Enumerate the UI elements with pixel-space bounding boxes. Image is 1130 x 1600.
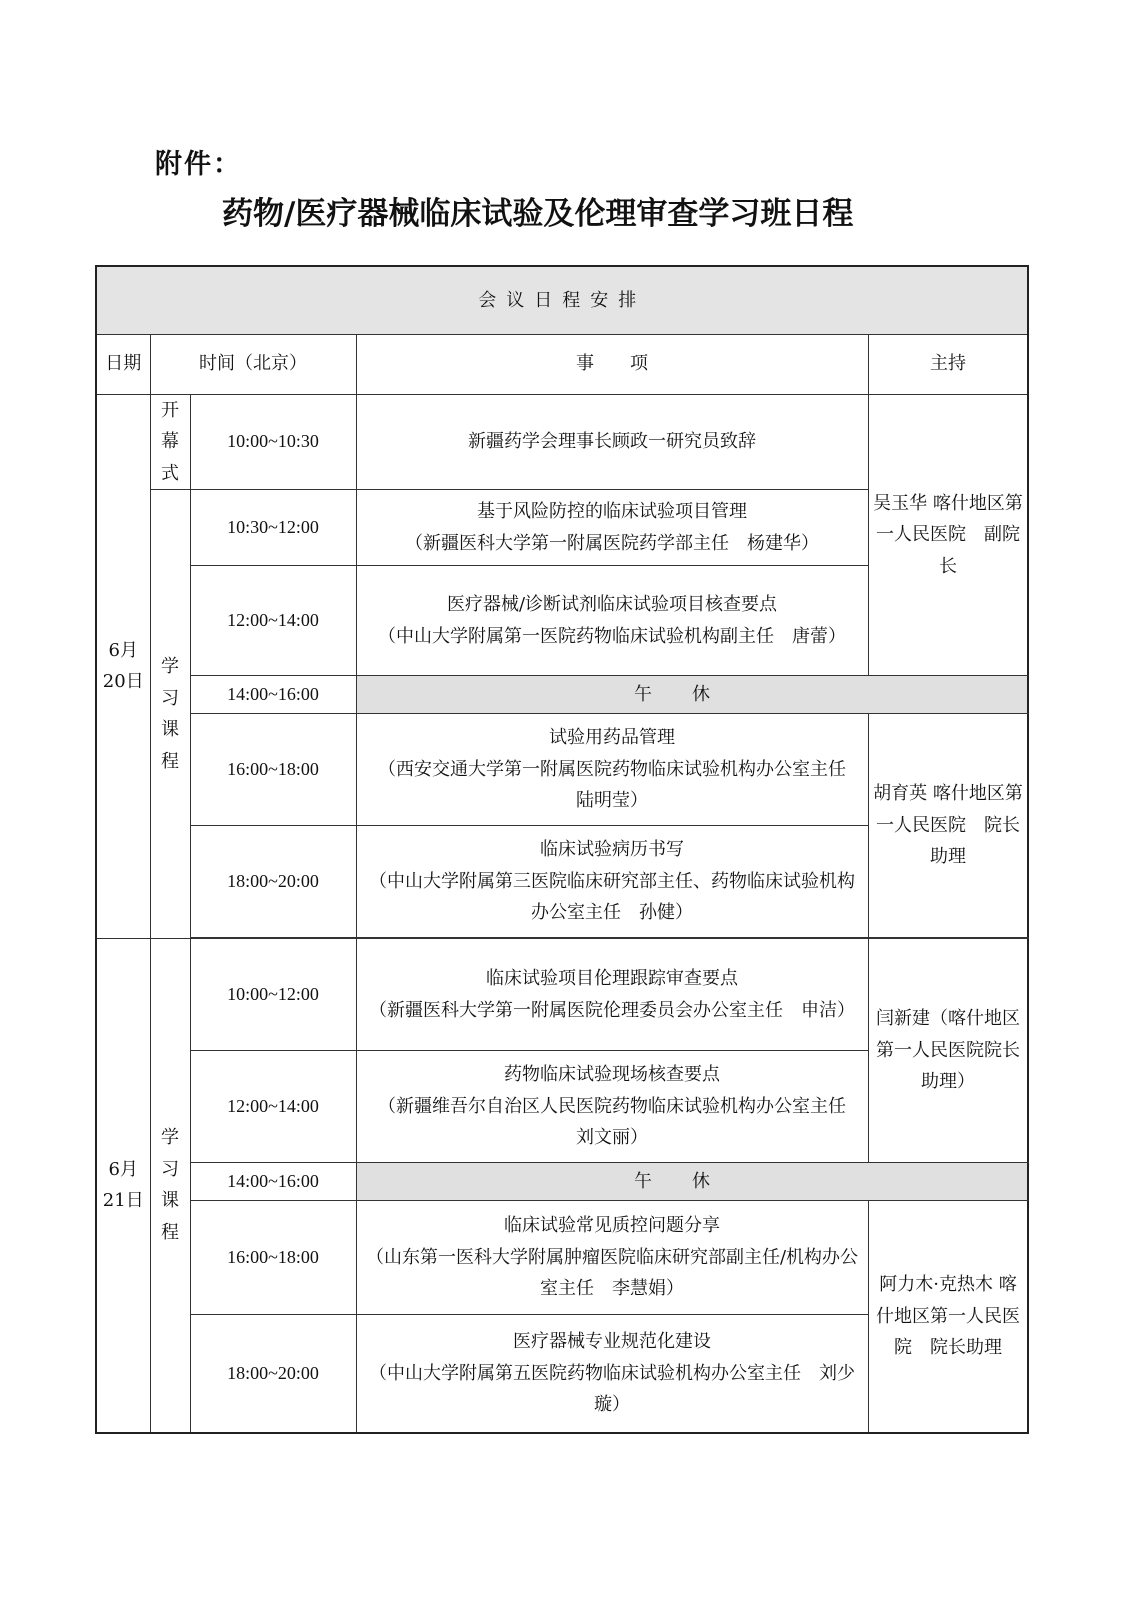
session-item <box>356 394 868 490</box>
table-row <box>96 1201 1028 1315</box>
session-item <box>356 826 868 938</box>
day1-host-afternoon: 胡育英 喀什地区第一人民医院 院长助理 <box>868 714 1028 938</box>
session-time: 10:00~10:30 <box>190 394 356 490</box>
session-speaker: （新疆维吾尔自治区人民医院药物临床试验机构办公室主任 刘文丽） <box>378 1095 864 1149</box>
table-row-break <box>96 1163 1028 1201</box>
header-item: 事 项 <box>356 334 868 394</box>
session-title: 医疗器械专业规范化建设 <box>513 1331 711 1352</box>
day2-host-morning: 闫新建（喀什地区第一人民医院院长助理） <box>868 939 1028 1163</box>
session-item <box>356 939 868 1051</box>
session-time: 12:00~14:00 <box>190 1051 356 1163</box>
session-item <box>356 490 868 566</box>
session-title: 医疗器械/诊断试剂临床试验项目核查要点 <box>446 594 778 615</box>
session-time: 14:00~16:00 <box>190 676 356 714</box>
day1-date: 6月20日 <box>96 394 150 939</box>
header-row <box>96 334 1028 394</box>
session-title: 新疆药学会理事长顾政一研究员致辞 <box>468 431 756 452</box>
table-row-break <box>96 676 1028 714</box>
day1-opening-label: 开幕式 <box>150 394 190 490</box>
session-title: 临床试验项目伦理跟踪审查要点 <box>486 968 738 989</box>
session-time: 14:00~16:00 <box>190 1163 356 1201</box>
day2-date: 6月21日 <box>96 939 150 1433</box>
header-time: 时间（北京） <box>150 334 356 394</box>
table-row <box>96 394 1028 490</box>
session-item <box>356 714 868 826</box>
session-time: 12:00~14:00 <box>190 566 356 676</box>
session-title: 临床试验病历书写 <box>540 839 684 861</box>
session-time: 16:00~18:00 <box>190 1201 356 1315</box>
schedule-banner: 会议日程安排 <box>96 266 1028 334</box>
table-row <box>96 714 1028 826</box>
lunch-break: 午休 <box>356 1163 1028 1201</box>
day2-host-afternoon: 阿力木·克热木 喀什地区第一人民医院 院长助理 <box>868 1201 1028 1433</box>
attachment-label: 附件： <box>155 149 242 180</box>
schedule-table <box>95 265 1029 1434</box>
day1-course-label: 学习课程 <box>150 490 190 939</box>
session-speaker: （山东第一医科大学附属肿瘤医院临床研究部副主任/机构办公室主任 李慧娟） <box>365 1246 859 1300</box>
session-time: 16:00~18:00 <box>190 714 356 826</box>
session-time: 10:00~12:00 <box>190 939 356 1051</box>
header-host: 主持 <box>868 334 1028 394</box>
table-row <box>96 939 1028 1051</box>
banner-row <box>96 266 1028 334</box>
session-item <box>356 566 868 676</box>
session-title: 基于风险防控的临床试验项目管理 <box>477 501 747 522</box>
session-time: 10:30~12:00 <box>190 490 356 566</box>
session-item <box>356 1315 868 1433</box>
document-title: 药物/医疗器械临床试验及伦理审查学习班日程 <box>222 196 854 232</box>
day2-course-label: 学习课程 <box>150 939 190 1433</box>
day1-host-morning: 吴玉华 喀什地区第一人民医院 副院长 <box>868 394 1028 676</box>
session-speaker: （新疆医科大学第一附属医院药学部主任 杨建华） <box>405 532 819 554</box>
session-time: 18:00~20:00 <box>190 1315 356 1433</box>
lunch-break: 午休 <box>356 676 1028 714</box>
header-date: 日期 <box>96 334 150 394</box>
session-speaker: （中山大学附属第三医院临床研究部主任、药物临床试验机构办公室主任 孙健） <box>369 870 855 924</box>
session-title: 药物临床试验现场核查要点 <box>504 1064 720 1086</box>
session-speaker: （西安交通大学第一附属医院药物临床试验机构办公室主任 陆明莹） <box>378 758 864 812</box>
session-title: 临床试验常见质控问题分享 <box>504 1215 720 1237</box>
session-title: 试验用药品管理 <box>549 727 675 749</box>
session-speaker: （中山大学附属第一医院药物临床试验机构副主任 唐蕾） <box>378 625 846 647</box>
session-speaker: （中山大学附属第五医院药物临床试验机构办公室主任 刘少璇） <box>369 1362 855 1415</box>
session-item <box>356 1051 868 1163</box>
session-time: 18:00~20:00 <box>190 826 356 938</box>
session-item <box>356 1201 868 1315</box>
session-speaker: （新疆医科大学第一附属医院伦理委员会办公室主任 申洁） <box>369 999 855 1021</box>
